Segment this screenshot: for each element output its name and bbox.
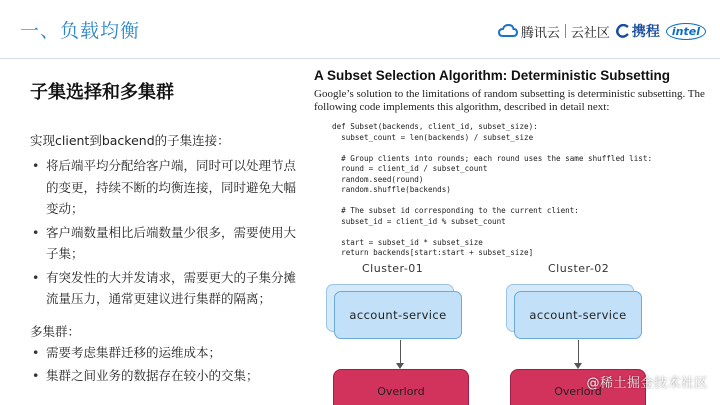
slide-subtitle: 子集选择和多集群: [30, 82, 174, 103]
watermark: @稀土掘金技术社区: [586, 376, 708, 391]
header-divider: [0, 58, 720, 59]
service-box: account-service: [514, 291, 642, 339]
header: [0, 0, 720, 60]
paper-paragraph: Google’s solution to the limitations of random subsetting is deterministic subsetting. The following code implements this algorithm, described in detail next:: [314, 88, 705, 113]
bullet-item: • 有突发性的大并发请求，需要更大的子集分摊流量压力，通常更建议进行集群的隔离；: [30, 267, 298, 310]
multi-cluster-label: 多集群：: [30, 323, 81, 339]
paper-excerpt: [314, 68, 714, 259]
bullet-item: • 客户端数量相比后端数量少很多，需要使用大子集；: [30, 222, 298, 265]
ctrip-logo: [616, 21, 660, 41]
arrow-line: [400, 340, 401, 365]
bullet-item: • 集群之间业务的数据存在较小的交集；: [30, 365, 298, 387]
bullet-item: • 将后端平均分配给客户端，同时可以处理节点的变更，持续不断的均衡连接，同时避免大幅变动；: [30, 155, 298, 220]
subset-bullet-list: [30, 155, 298, 310]
cluster-label: Cluster-02: [548, 262, 610, 275]
partner-logos: [498, 20, 706, 42]
multi-cluster-bullet-list: [30, 342, 298, 387]
code-block: def Subset(backends, client_id, subset_size): subset_count = len(backends) / subset_size # Group clients into rounds; each round uses the same shuffled list: round = client_id / subset_count random.seed(round) random.shuffle(backends) # The subset id corresponding to the current client: subset_id = client_id % subset_count start = subset_id * subset_size return backends[start:start + subset_size]: [332, 122, 653, 257]
logo-divider: [565, 24, 566, 38]
section-title: 一、负载均衡: [20, 20, 141, 42]
left-content: [28, 78, 298, 389]
ctrip-swirl-icon: [616, 24, 630, 38]
intel-logo: intel: [666, 23, 706, 40]
cluster-label: Cluster-01: [362, 262, 424, 275]
service-box: account-service: [334, 291, 462, 339]
tencent-cloud-logo: [498, 22, 610, 41]
intro-text: 实现client到backend的子集连接：: [30, 133, 230, 148]
overload-box: Overlord: [333, 369, 469, 405]
cloud-icon: [498, 24, 518, 38]
bullet-item: • 需要考虑集群迁移的运维成本；: [30, 342, 298, 364]
tencent-cloud-text: 腾讯云: [520, 25, 560, 41]
ctrip-text: 携程: [631, 24, 660, 40]
overload-box: Overlord: [510, 369, 646, 405]
arrow-line: [578, 340, 579, 365]
community-text: 云社区: [570, 25, 610, 41]
paper-title: A Subset Selection Algorithm: Deterministic Subsetting: [314, 68, 671, 83]
